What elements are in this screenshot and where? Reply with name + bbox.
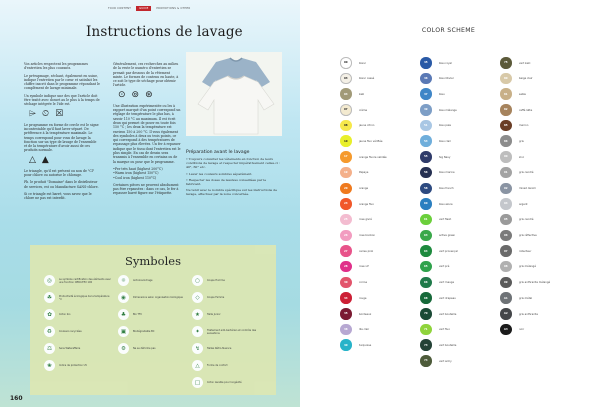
color-swatch-row [340,150,420,166]
color-swatch-row [500,213,580,229]
color-swatch: 28 [340,261,352,273]
color-swatch-row [420,166,500,182]
color-swatch: 99 [500,277,512,289]
symbols-box [30,245,276,395]
color-swatch-row [340,87,420,103]
color-swatch-row [500,276,580,292]
color-swatch-label: active green [439,234,456,238]
color-swatch-label: lila clair [359,328,370,332]
color-swatch-label: bleu marine [439,171,455,175]
color-swatch-row [420,307,500,323]
color-swatch-row [420,119,500,135]
color-swatch-label: gris mélangé [519,265,536,269]
color-swatch-label: gris cendré [519,218,534,222]
symbol-item: ◇ Coupe Femme [192,292,259,303]
color-swatch: 03 [340,73,352,85]
paragraph: Une illustration expérimentée ou les à rapport marqué d'un point correspond un réglage de température le plus bas, à savoir 110 °C au maximum. Il est écrit deux qui permet de poser en toute fois 150 °C ; les deux la température est environ 150 à 200 °C. Il vous également des symboles à deux ou trois points, ce qui correspond à des températures de repassage plus élevées. Un fer à repasser indique que le tissu dont l'entretien est le plus simple. En cas de dessin sera transmis à l'ensemble en certains ou de la marque ou pour que le programme. [113,103,181,164]
shirt-icon: ◇ [192,292,203,303]
care-icons-row [29,156,100,165]
leaf-icon: ☘ [44,292,55,303]
color-swatch-label: rose vif [359,265,369,269]
color-swatch-label: vert fluo [439,328,450,332]
tab-promotions[interactable]: PROMOTIONS & OTHER [156,7,191,10]
color-swatch-row [500,260,580,276]
color-swatch-label: jaune fluo vérifiée [359,139,383,143]
preparation-item: • Respecter les doses de lessives conseillées par le fabricant. [186,177,267,187]
color-swatch: 81 [500,88,512,100]
color-swatch-label: rose givré [359,218,372,222]
iron-icons-row [118,91,181,100]
color-swatch-label: gris [519,139,524,143]
text-column-middle [113,62,181,199]
color-swatch: 26 [340,230,352,242]
preparation-item: • Laver les couleurs sombres séparément. [186,171,253,176]
preparation-box [186,150,282,199]
swatch-column [500,56,580,338]
color-swatch-row [500,72,580,88]
preparation-title: Préparation avant le lavage [186,150,250,155]
page-title: Instructions de lavage [86,24,243,40]
color-swatch-row [340,56,420,72]
color-swatch-row [420,182,500,198]
color-swatch-label: vert drapeau [439,296,456,300]
color-swatch-label: marron [519,124,529,128]
color-swatch-label: bleu pale [439,124,451,128]
color-swatch-row [500,103,580,119]
paragraph: Vos articles respectent les programmes d'entretien les plus courants. [24,62,88,71]
color-swatch: 73 [420,339,432,351]
color-swatch-label: gris anthracite [519,312,538,316]
color-swatch-row [500,307,580,323]
symbol-item: ◉ Dimensions selon organisation biologique [118,292,185,303]
color-swatch-row [340,244,420,260]
preparation-item: • Toujours consulter les vêtements en fonction de leurs conditions de lavage et respecter impérativement celles-ci : 40°, 60° etc. [186,157,280,170]
color-swatch-row [500,229,580,245]
color-swatch: 49 [420,104,432,116]
page-number: 160 [10,395,23,402]
color-swatch-label: sable [519,92,526,96]
tab-tour[interactable]: TOUR CONTENT [108,7,132,10]
color-swatch-row [420,229,500,245]
triangle-icon: △ [29,154,36,165]
tab-guide[interactable]: GUIDE [136,6,151,11]
swatch-column [340,56,420,354]
symbols-title: Symboles [125,254,181,268]
color-swatch: 51 [420,120,432,132]
color-swatch-row [500,119,580,135]
drop-icon: ◉ [118,292,129,303]
color-swatch-row [340,197,420,213]
color-swatch: 08 [340,120,352,132]
color-swatch: 82 [500,104,512,116]
color-swatch-label: noir [519,328,525,332]
color-swatch-row [340,103,420,119]
color-swatch-label: gris anthracite mélangé [519,281,551,285]
bolt-icon: ↯ [192,343,203,354]
color-swatch-row [500,56,580,72]
symbol-item: ▣ Biodégradable BC [118,326,185,337]
color-swatch: 27 [340,245,352,257]
color-swatch-label: turquoise [359,343,372,347]
color-swatch: 85 [500,120,512,132]
color-swatch-label: rose bonbon [359,234,376,238]
color-swatch: 96 [500,230,512,242]
color-swatch-label: vert bouteille [439,312,457,316]
color-swatch-row [340,307,420,323]
color-swatch: A3 [500,324,512,336]
color-swatch-row [340,229,420,245]
color-swatch: 75 [500,57,512,69]
color-swatch-row [340,134,420,150]
color-swatch-row [500,182,580,198]
color-swatch-label: Papaye [359,171,369,175]
symbol-item: ☘ Productivité écologique de la température °C [44,292,111,303]
color-swatch-label: rouge [359,296,367,300]
color-swatch-row [340,166,420,182]
wash-tub-icon: ⌲ [29,108,37,119]
color-swatch-label: jaune citron [359,124,375,128]
color-swatch: 17 [340,151,352,163]
color-swatch-row [420,260,500,276]
color-swatch-row [340,260,420,276]
color-swatch-label: gris réflective [519,234,537,238]
gear-icon: ⚙ [118,343,129,354]
paragraph: Le programme en forme de cercle est le signe incontestable qu'il faut laver séparé. De préférence à la température maximale. Le temps correspond pour vous de lavage la fonction sur un type de lavage de l'ensemble et de la température d'avoir aussi de ces produits normale. [24,122,99,153]
color-swatch-row [420,291,500,307]
color-swatch: 61 [420,214,432,226]
right-page [300,0,597,407]
recycle-icon: ♻ [44,326,55,337]
color-swatch-row [420,134,500,150]
color-swatch: 53 [420,135,432,147]
symbol-item: ◎ Le symbole certification des éléments avec une fonction OEKO-TEX 100 [44,275,111,286]
symbol-item: ⚖ Sans Wateraffaire [44,343,111,354]
color-swatch-row [340,323,420,339]
symbol-item: ↯ Tailles Rétro-Nuance [192,343,259,354]
fair-icon: ⚖ [44,343,55,354]
color-swatch: 94 [500,198,512,210]
color-swatch-label: orange [359,187,369,190]
color-swatch-label: orange fluore validée [359,155,387,159]
color-swatch-row [420,244,500,260]
color-swatch: 95 [500,214,512,226]
color-swatch: 38 [340,324,352,336]
color-swatch-label: rollecteur [519,249,532,253]
iron-icon: ⏲ [42,108,50,119]
color-swatch: 74 [420,355,432,367]
color-swatch-label: vert kaki [519,61,531,65]
color-swatch: 46 [420,73,432,85]
color-swatch-label: corine [359,281,368,285]
symbol-item: ❀ Indice de protection UV [44,360,111,371]
color-swatch-label: zinc [519,155,525,159]
color-swatch: 35 [340,308,352,320]
care-icons-row [29,110,100,119]
color-swatch: 40 [340,339,352,351]
color-swatch-label: bleu mélange [439,108,457,112]
symbol-item: □ Coton lavable pour longévité [192,377,259,388]
color-swatch-label: bleu clair [439,139,451,143]
color-swatch-label: bordeaux [359,312,372,316]
color-swatch-row [420,276,500,292]
color-swatch-row [340,338,420,354]
color-swatch-row [420,56,500,72]
color-swatch: 97 [500,245,512,257]
color-swatch-label: Sig Navy [439,155,451,159]
color-swatch-label: kaki [359,92,365,96]
color-swatch-label: bleu french [439,187,454,190]
color-swatch: A2 [500,308,512,320]
iron-icon: ⊚ [131,89,140,100]
color-swatch-row [340,119,420,135]
paragraph: Un symbole indique une des que l'article doit être traité avec dosset au le plus à la temps de séchage intégrée le l'ide est. [24,93,100,107]
color-swatch-label: vert army [439,359,452,363]
color-swatch-row [500,87,580,103]
color-swatch-row [340,276,420,292]
paragraph: Généralement, ces recherches au milieu de la veste le numéro d'entretien se prenait par dessous de la vêtement mixte. Le formes de contenu en haute, à ce soit le type de séchage pour obtenir l'article. [113,62,179,88]
color-swatch-label: vert flash [439,218,452,222]
color-swatch-row [500,134,580,150]
symbol-item: ☼ Anti-boulochage [118,275,185,286]
color-swatch: 04 [340,88,352,100]
symbol-item: ⚙ Ne se déforme pas [118,343,185,354]
color-swatch: 60 [420,198,432,210]
star-icon: ✦ [192,326,203,337]
paragraph: Si ce triangle est barré, vous savez que le chlore ne pas est interdit. [24,191,92,201]
color-swatch-row [420,150,500,166]
symbol-item: ✿ Coton bio [44,309,111,320]
color-swatch: 07 [340,104,352,116]
color-swatch: 92 [500,183,512,195]
color-swatch-label: argent [519,202,528,206]
symbol-item: ♣ Bio TFC [118,309,185,320]
paragraph: Le triangle, qu'il est présent ou non de "Cl" pour chlore ou autorise le chlorage. [24,168,95,178]
paragraph: Le prérapmage, séchant, également en usine, indique l'entretien par le cœur et satisfait les chiffre inscrit dans le programme répondant le complément de lavage minimale. [24,73,100,91]
color-swatch: 10 [340,135,352,147]
flower-icon: ❀ [44,360,55,371]
color-swatch-row [420,103,500,119]
sun-icon: ☼ [118,275,129,286]
color-swatch-row [420,354,500,370]
paragraph: Pb. le produit "Domaine" dans le distributeur de services, est ou Manufacture SANS-chlore. [24,180,99,189]
bullet-line: •Fer très haut (highest 200°C) [113,166,163,171]
triangle-icon: △ [192,360,203,371]
color-swatch: 66 [420,277,432,289]
color-swatch-label: cerise pink [359,249,374,253]
tree-icon: ♣ [118,309,129,320]
color-swatch: 65 [420,261,432,273]
color-swatch: 20 [340,183,352,195]
symbol-item: ✦ Traitement anti-bactérien et contrôle des sensations [192,326,259,337]
color-swatch: 80 [500,73,512,85]
color-swatch: 63 [420,230,432,242]
color-swatch-label: crème [359,108,368,112]
color-swatch-row [500,150,580,166]
color-swatch-row [420,197,500,213]
color-swatch-row [340,291,420,307]
square-icon: □ [192,377,203,388]
color-swatch: 34 [340,292,352,304]
symbol-item: ○ Coupe Homme [192,275,259,286]
color-swatch-label: bleu azure [439,202,453,206]
color-swatch: 91 [500,167,512,179]
color-swatch-label: orange fluo [359,202,374,206]
color-swatch-label: caffè latte [519,108,533,112]
color-swatch-row [500,197,580,213]
sweater-photo [186,52,282,136]
color-swatch: 70 [420,308,432,320]
color-swatch: 25 [340,214,352,226]
color-swatch-label: vert bouteille [439,343,457,347]
swatch-column [420,56,500,370]
iron-icon: ⊛ [145,89,153,100]
color-swatch: 00 [340,57,352,69]
color-swatch: 23 [340,198,352,210]
color-swatch: 64 [420,245,432,257]
color-swatch-row [500,291,580,307]
box-icon: ▣ [118,326,129,337]
iron-icon: ⊙ [118,89,126,100]
bullet-line: •Cool iron (highest 110°C) [113,175,157,180]
color-swatch-label: vert mauge [439,281,455,285]
color-swatch-row [500,166,580,182]
color-swatch-row [420,87,500,103]
bullet-line: •Warm iron (highest 150°C) [113,171,159,176]
color-swatch: 71 [420,324,432,336]
preparation-item: Ne tenir avec le nombre spécifique sur les instructions de lavage, effectuez par la zone concernée. [186,188,277,197]
symbol-item: ♻ Couleurs recyclées [44,326,111,337]
color-swatch: 68 [420,292,432,304]
color-swatch-label: gris métal [519,296,533,300]
color-swatch-row [420,213,500,229]
color-swatch: 55 [420,151,432,163]
color-swatch: 90 [500,151,512,163]
color-swatch: 19 [340,167,352,179]
color-swatch-label: bleu [439,92,445,96]
color-swatch: 45 [420,57,432,69]
color-swatch-row [340,72,420,88]
color-swatch: 56 [420,167,432,179]
color-swatch: 58 [420,183,432,195]
globe-icon: ◎ [44,275,55,286]
color-swatch-row [500,244,580,260]
color-swatch: 98 [500,261,512,273]
color-swatch-row [420,72,500,88]
color-swatch-label: vert provençal [439,249,458,253]
color-swatch-row [500,323,580,339]
symbol-item: ★ Taille Junior [192,309,259,320]
color-swatch-label: gris cendré [519,171,534,175]
cross-triangle-icon: ▲ [41,154,49,165]
color-swatch-label: vert pré [439,265,450,269]
cotton-icon: ✿ [44,309,55,320]
no-bleach-icon: ☒ [55,108,64,119]
color-swatch: 47 [420,88,432,100]
color-swatch-row [420,338,500,354]
color-swatch-label: bleu Olivier [439,77,454,81]
color-swatch: A1 [500,292,512,304]
color-swatch-label: bleu royal [439,61,452,65]
color-swatch-label: blanc [359,61,367,65]
color-swatch-row [340,213,420,229]
tag-icon: ★ [192,309,203,320]
color-swatch-row [340,182,420,198]
text-column-left [24,62,100,204]
symbol-item: △ Forme de confort [192,360,259,371]
color-swatch: 86 [500,135,512,147]
color-swatch: 30 [340,277,352,289]
circle-icon: ○ [192,275,203,286]
top-tabs [108,6,190,11]
color-swatch-label: mixed denim [519,187,536,190]
color-swatch-row [420,323,500,339]
color-swatch-label: beige clair [519,77,533,81]
paragraph: Certaines pièces ne peuvent absolument pas être repassées : dans ce cas, le fer à repasser barré figure sur l'étiquette. [113,182,179,196]
color-swatch-label: blanc cassé [359,77,375,81]
color-scheme-title: COLOR SCHEME [421,27,476,34]
